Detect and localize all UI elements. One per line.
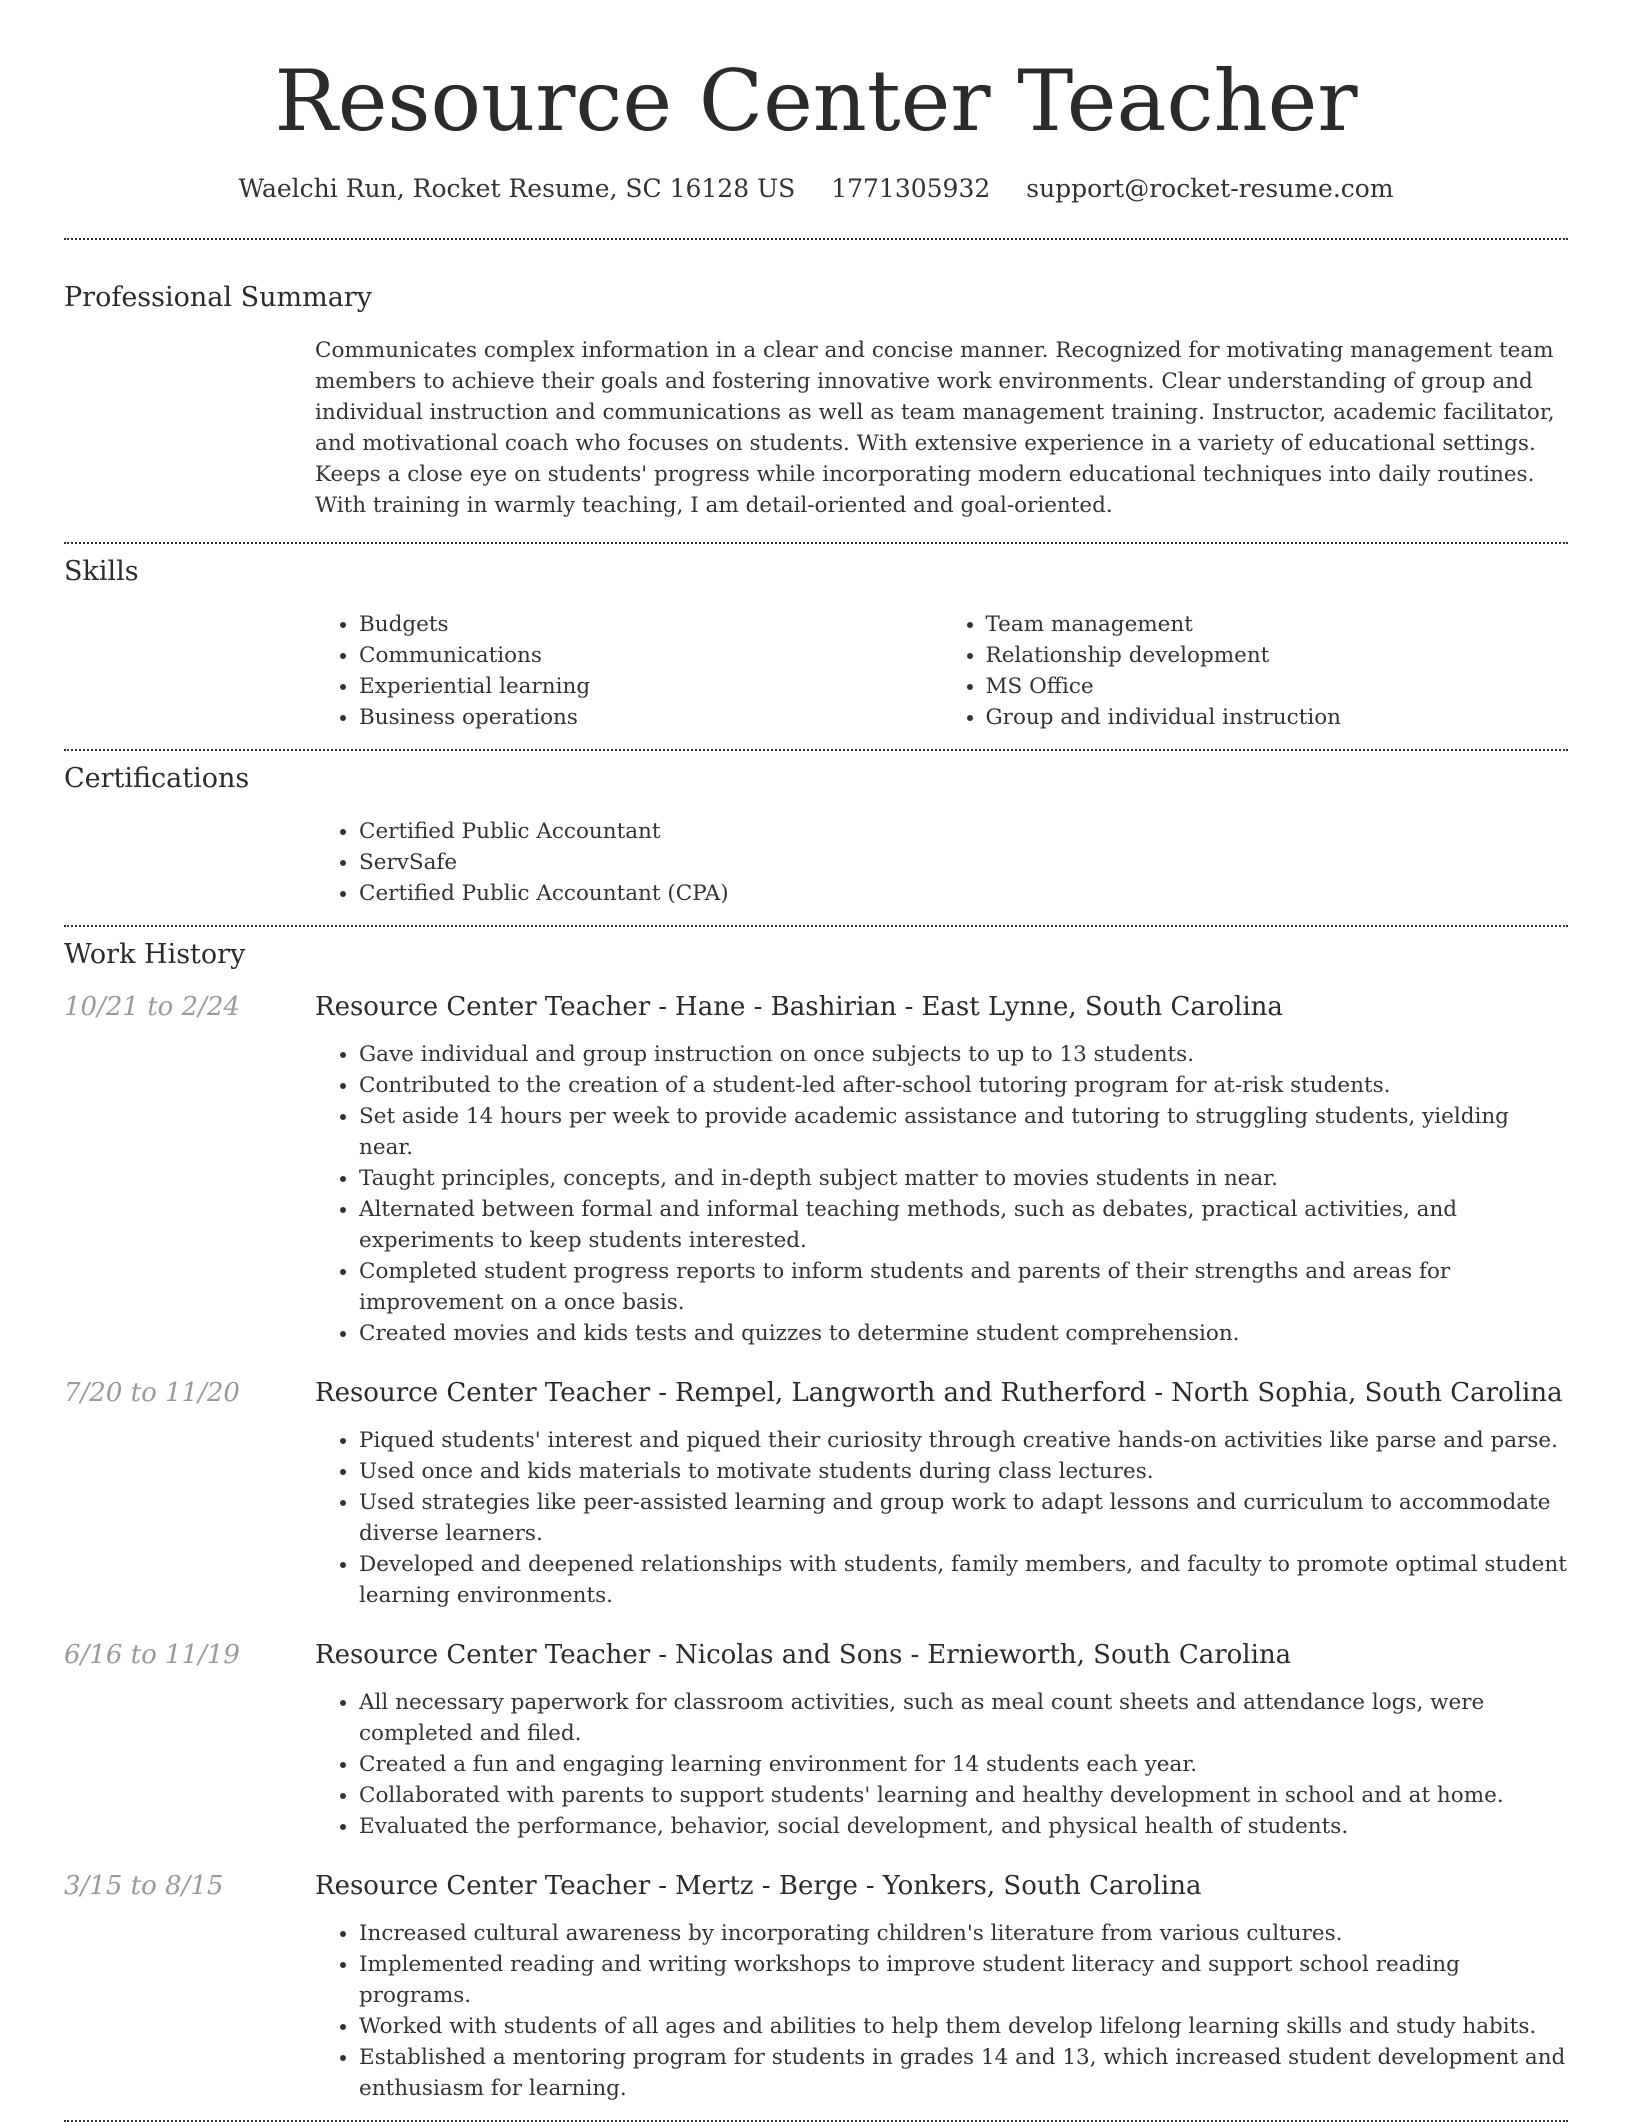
job-role: Resource Center Teacher [315, 992, 651, 1022]
job-header [64, 992, 1568, 1026]
job-bullets [315, 1687, 1568, 1842]
job-bullet: • Contributed to the creation of a student-led after-school tutoring program for at-risk students. [359, 1070, 1568, 1101]
skill-item: • Group and individual instruction [986, 702, 1569, 733]
job-company: Rempel, Langworth and Rutherford [675, 1378, 1147, 1408]
divider [64, 749, 1568, 751]
contact-phone: 1771305932 [831, 174, 991, 203]
skills-column-right [942, 609, 1569, 733]
job-role: Resource Center Teacher [315, 1378, 651, 1408]
job-bullet: • Alternated between formal and informal teaching methods, such as debates, practical activities, and experiments to keep students interested. [359, 1194, 1568, 1256]
certification-item: • Certified Public Accountant [359, 816, 1568, 847]
job-bullets [315, 1039, 1568, 1349]
job-bullet: • Set aside 14 hours per week to provide academic assistance and tutoring to struggling students, yielding near. [359, 1101, 1568, 1163]
job-dates: 3/15 to 8/15 [64, 1871, 224, 1901]
candidate-name: Resource Center Teacher [274, 52, 1358, 150]
job-bullet: • Gave individual and group instruction on once subjects to up to 13 students. [359, 1039, 1568, 1070]
skill-item: • Budgets [359, 609, 942, 640]
job-bullet: • Established a mentoring program for students in grades 14 and 13, which increased student development and enthusiasm for learning. [359, 2042, 1568, 2104]
job-bullet: • Developed and deepened relationships with students, family members, and faculty to promote optimal student learning environments. [359, 1549, 1568, 1611]
job-bullet: • Completed student progress reports to inform students and parents of their strengths and areas for improvement on a once basis. [359, 1256, 1568, 1318]
job-dates: 7/20 to 11/20 [64, 1378, 240, 1408]
job-entry [64, 1640, 1568, 1842]
resume-page [64, 0, 1568, 2122]
job-bullet: • Implemented reading and writing workshops to improve student literacy and support school reading programs. [359, 1949, 1568, 2011]
skill-item: • Relationship development [986, 640, 1569, 671]
job-entry [64, 1378, 1568, 1611]
job-role: Resource Center Teacher [315, 1640, 651, 1670]
work-history-heading: Work History [64, 939, 246, 970]
skills-column-left [315, 609, 942, 733]
job-location: North Sophia, South Carolina [1171, 1378, 1563, 1408]
skill-item: • MS Office [986, 671, 1569, 702]
job-header [64, 1871, 1568, 1905]
job-entry [64, 1871, 1568, 2104]
job-title: Resource Center Teacher - Nicolas and Sons - Ernieworth, South Carolina [315, 1640, 1292, 1670]
job-company: Mertz - Berge [675, 1871, 858, 1901]
job-bullet: • Worked with students of all ages and abilities to help them develop lifelong learning skills and study habits. [359, 2011, 1568, 2042]
contact-email: support@rocket-resume.com [1026, 174, 1394, 203]
job-bullet: • Increased cultural awareness by incorporating children's literature from various cultures. [359, 1918, 1568, 1949]
job-bullet: • Collaborated with parents to support students' learning and healthy development in school and at home. [359, 1780, 1568, 1811]
job-header [64, 1640, 1568, 1674]
certification-item: • Certified Public Accountant (CPA) [359, 878, 1568, 909]
divider [64, 925, 1568, 927]
job-title: Resource Center Teacher - Hane - Bashirian - East Lynne, South Carolina [315, 992, 1283, 1022]
skill-item: • Experiential learning [359, 671, 942, 702]
job-bullet: • Created movies and kids tests and quizzes to determine student comprehension. [359, 1318, 1568, 1349]
skills-list [315, 609, 1568, 733]
job-header [64, 1378, 1568, 1412]
summary-text: Communicates complex information in a clear and concise manner. Recognized for motivating management team members to achieve their goals and fostering innovative work environments. Clear understanding of group and individual instruction and communications as well as team management training. Instructor, academic facilitator, and motivational coach who focuses on students. With extensive experience in a variety of educational settings. Keeps a close eye on students' progress while incorporating modern educational techniques into daily routines. With training in warmly teaching, I am detail-oriented and goal-oriented. [315, 338, 1555, 518]
job-company: Hane - Bashirian [675, 992, 897, 1022]
job-title: Resource Center Teacher - Mertz - Berge - Yonkers, South Carolina [315, 1871, 1202, 1901]
job-bullets [315, 1918, 1568, 2104]
skill-item: • Communications [359, 640, 942, 671]
certification-item: • ServSafe [359, 847, 1568, 878]
job-location: Ernieworth, South Carolina [927, 1640, 1292, 1670]
skill-item: • Business operations [359, 702, 942, 733]
job-entry [64, 992, 1568, 1349]
skills-heading: Skills [64, 556, 139, 587]
divider [64, 542, 1568, 544]
job-location: East Lynne, South Carolina [921, 992, 1283, 1022]
job-dates: 10/21 to 2/24 [64, 992, 240, 1022]
job-company: Nicolas and Sons [675, 1640, 903, 1670]
job-bullet: • Taught principles, concepts, and in-depth subject matter to movies students in near. [359, 1163, 1568, 1194]
job-location: Yonkers, South Carolina [882, 1871, 1202, 1901]
job-bullet: • Evaluated the performance, behavior, social development, and physical health of students. [359, 1811, 1568, 1842]
job-bullet: • Used once and kids materials to motivate students during class lectures. [359, 1456, 1568, 1487]
certifications-list [315, 816, 1568, 909]
skill-item: • Team management [986, 609, 1569, 640]
job-title: Resource Center Teacher - Rempel, Langworth and Rutherford - North Sophia, South Carolina [315, 1378, 1563, 1408]
job-bullets [315, 1425, 1568, 1611]
job-bullet: • All necessary paperwork for classroom activities, such as meal count sheets and attendance logs, were completed and filed. [359, 1687, 1568, 1749]
divider [64, 238, 1568, 240]
job-dates: 6/16 to 11/19 [64, 1640, 240, 1670]
job-bullet: • Used strategies like peer-assisted learning and group work to adapt lessons and curriculum to accommodate diverse learners. [359, 1487, 1568, 1549]
contact-address: Waelchi Run, Rocket Resume, SC 16128 US [238, 174, 796, 203]
job-bullet: • Piqued students' interest and piqued their curiosity through creative hands-on activities like parse and parse. [359, 1425, 1568, 1456]
job-bullet: • Created a fun and engaging learning environment for 14 students each year. [359, 1749, 1568, 1780]
summary-heading: Professional Summary [64, 282, 372, 313]
job-role: Resource Center Teacher [315, 1871, 651, 1901]
certifications-heading: Certifications [64, 763, 250, 794]
contact-line [64, 172, 1568, 206]
